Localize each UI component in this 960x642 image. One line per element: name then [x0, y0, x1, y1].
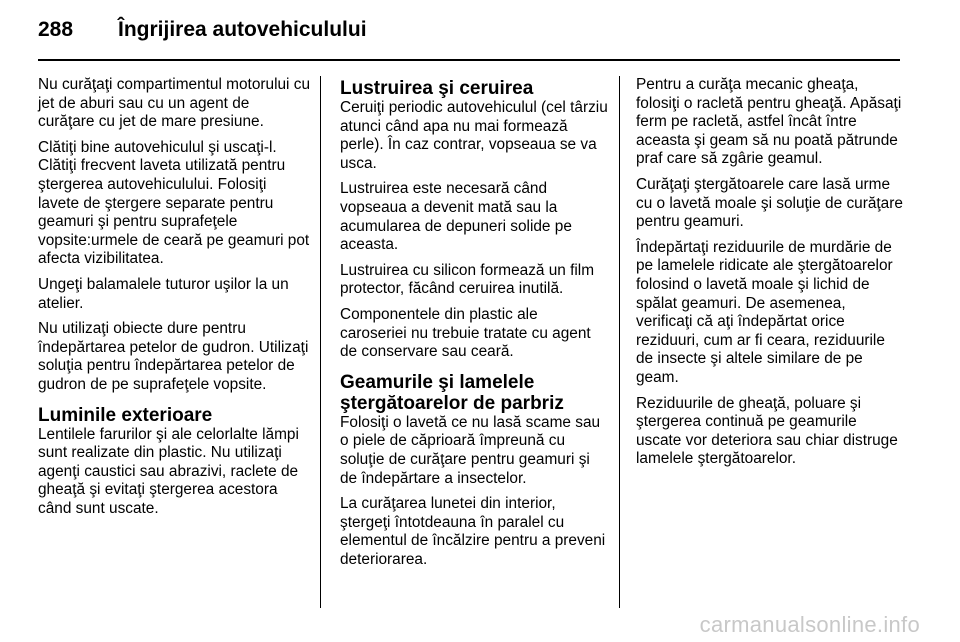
- paragraph: Pentru a curăţa mecanic gheaţa, folosiţi o racletă pentru gheaţă. Apăsaţi ferm pe racletă, astfel încât între aceasta şi geam să nu poată pătrunde praf care să zgârie geamul.: [636, 76, 902, 168]
- section-heading: Luminile exterioare: [38, 404, 213, 426]
- paragraph: Curăţaţi ştergătoarele care lasă urme cu o lavetă moale şi soluţie de curăţare pentru geamuri.: [636, 175, 903, 231]
- paragraph: Ceruiţi periodic autovehiculul (cel târziu atunci când apa nu mai formează perle). În caz contrar, vopseaua se va usca.: [340, 99, 608, 172]
- column-divider: [619, 76, 620, 608]
- paragraph: Lentilele farurilor şi ale celorlalte lămpi sunt realizate din plastic. Nu utilizaţi agenţi caustici sau abrazivi, raclete de gheaţă şi evitaţi ştergerea acestora când sunt uscate.: [38, 425, 299, 517]
- paragraph: Nu utilizaţi obiecte dure pentru îndepărtarea petelor de gudron. Utilizaţi soluţia pentru îndepărtarea petelor de gudron de pe suprafeţele vopsite.: [38, 320, 309, 393]
- column-3: [636, 76, 904, 476]
- section-heading: Lustruirea şi ceruirea: [340, 78, 534, 99]
- page-number: 288: [38, 18, 74, 41]
- column-1: [38, 76, 310, 525]
- paragraph: Îndepărtaţi reziduurile de murdărie de pe lamelele ridicate ale ştergătoarelor folosind o lavetă moale şi lichid de spălat geamuri. De asemenea, verificaţi că aţi îndepărtat orice reziduuri, cum ar fi ceara, reziduurile de insecte şi altele similare de pe geam.: [636, 238, 893, 386]
- paragraph: Folosiţi o lavetă ce nu lasă scame sau o piele de căprioară împreună cu soluţie de curăţare pentru geamuri şi de îndepărtare a insectelor.: [340, 413, 601, 487]
- paragraph: Ungeţi balamalele tuturor uşilor la un atelier.: [38, 275, 289, 312]
- paragraph: La curăţarea lunetei din interior, ştergeţi întotdeauna în paralel cu elementul de încălzire pentru a preveni deteriorarea.: [340, 495, 606, 568]
- section-heading: Geamurile şi lamelele ştergătoarelor de parbriz: [340, 371, 564, 414]
- header-divider: [38, 59, 900, 61]
- column-2: [340, 76, 608, 576]
- paragraph: Clătiţi bine autovehiculul şi uscaţi-l. Clătiţi frecvent laveta utilizată pentru ştergerea autovehiculului. Folosiţi lavete de ştergere separate pentru geamuri şi pentru suprafeţele vopsite:urmele de ceară pe geamuri pot afecta vizibilitatea.: [38, 138, 310, 268]
- paragraph: Componentele din plastic ale caroseriei nu trebuie tratate cu agent de conservare sau ceară.: [340, 305, 591, 361]
- paragraph: Reziduurile de gheaţă, poluare şi ştergerea continuă pe geamurile uscate vor deteriora sau chiar distruge lamelele ştergătoarelor.: [636, 394, 898, 468]
- column-divider: [320, 76, 321, 608]
- paragraph: Lustruirea cu silicon formează un film protector, făcând ceruirea inutilă.: [340, 261, 595, 298]
- page-header: [38, 18, 367, 46]
- page-title: Îngrijirea autovehiculului: [118, 18, 367, 41]
- watermark: carmanualsonline.info: [699, 612, 920, 637]
- paragraph: Nu curăţaţi compartimentul motorului cu jet de aburi sau cu un agent de curăţare cu jet de mare presiune.: [38, 76, 311, 131]
- paragraph: Lustruirea este necesară când vopseaua a devenit mată sau la acumularea de depuneri solide pe aceasta.: [340, 180, 572, 254]
